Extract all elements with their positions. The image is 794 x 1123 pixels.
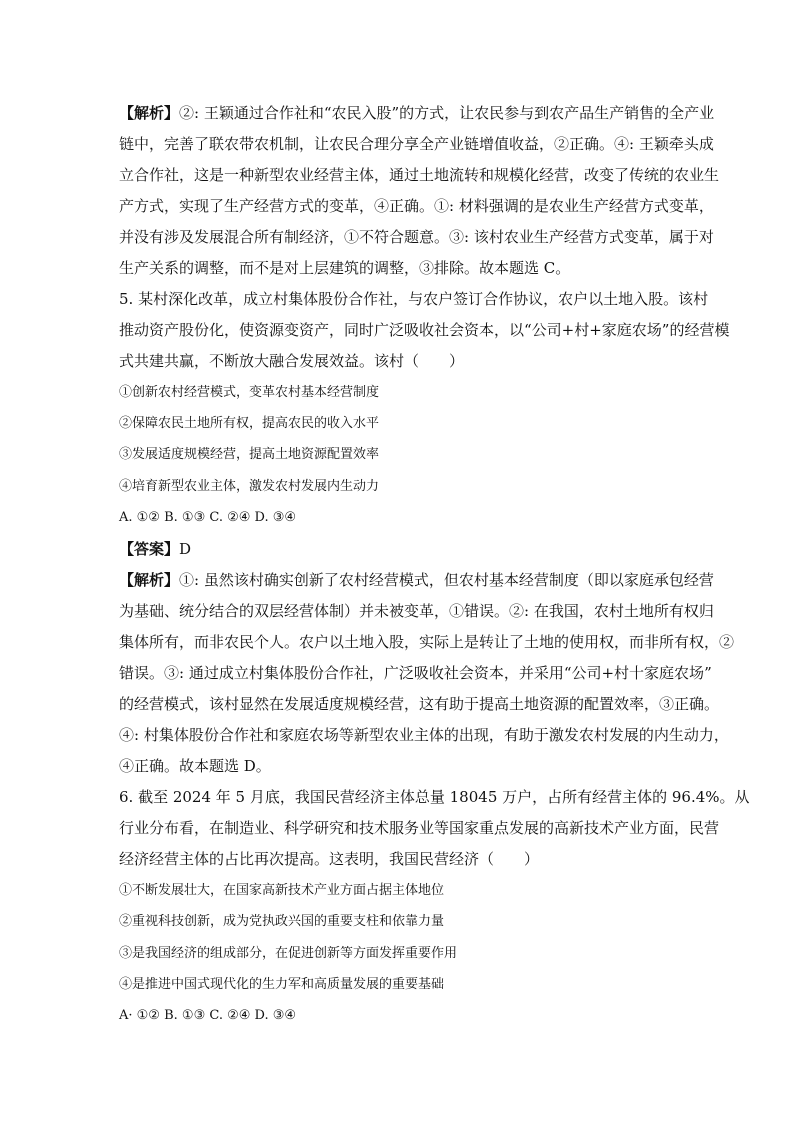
question-stem-line: 行业分布看，在制造业、科学研究和技术服务业等国家重点发展的高新技术产业方面，民营 [119,819,720,837]
analysis-line: 的经营模式，该村显然在发展适度规模经营，这有助于提高土地资源的配置效率，③正确。 [119,695,720,713]
question-stem-line: 经济经营主体的占比再次提高。这表明，我国民营经济（ ） [119,850,540,868]
question-5-answer [119,534,681,565]
question-stem-line: 6. 截至 2024 年 5 月底，我国民营经济主体总量 18045 万户，占所有经营主体的 96.4%。从 [119,788,750,806]
analysis-q4-line: 并没有涉及发展混合所有制经济，①不符合题意。③: 该村农业生产经营方式变革，属于对 [119,228,714,246]
analysis-q4-line: 产方式，实现了生产经营方式的变革，④正确。①: 材料强调的是农业生产经营方式变革， [119,197,714,215]
question-stem-line: 式共建共赢，不断放大融合发展效益。该村（ ） [119,352,465,370]
analysis-q4-text: ②: 王颖通过合作社和“农民入股”的方式，让农民参与到农产品生产销售的全产业 [179,104,715,122]
question-6-stem [119,782,750,875]
question-5-option-2: ②保障农民土地所有权，提高农民的收入水平 [119,416,380,431]
question-5-option-4: ④培育新型农业主体，激发农村发展内生动力 [119,479,380,494]
analysis-label: 【解析】 [119,104,180,122]
analysis-line: 集体所有，而非农民个人。农户以土地入股，实际上是转让了土地的使用权，而非所有权，② [119,633,735,651]
question-6-choices: A· ①② B. ①③ C. ②④ D. ③④ [119,1008,297,1023]
question-6-option-4: ④是推进中国式现代化的生力军和高质量发展的重要基础 [119,977,445,992]
question-6-option-2: ②重视科技创新，成为党执政兴国的重要支柱和依靠力量 [119,914,445,929]
question-5-stem [119,284,730,377]
analysis-line: 错误。③: 通过成立村集体股份合作社，广泛吸收社会资本，并采用“公司+村十家庭农场” [119,664,712,682]
question-6-option-3: ③是我国经济的组成部分，在促进创新等方面发挥重要作用 [119,946,458,961]
analysis-line: ④正确。故本题选 D。 [119,757,271,775]
analysis-q4-line [119,98,715,129]
analysis-label: 【解析】 [119,571,180,589]
question-5-choices: A. ①② B. ①③ C. ②④ D. ③④ [119,510,297,525]
question-6-option-1: ①不断发展壮大，在国家高新技术产业方面占据主体地位 [119,883,445,898]
analysis-q4 [119,98,720,284]
analysis-line: ④: 村集体股份合作社和家庭农场等新型农业主体的出现，有助于激发农村发展的内生动力， [119,726,729,744]
answer-value: D [179,540,192,558]
analysis-q4-line: 生产关系的调整，而不是对上层建筑的调整，③排除。故本题选 C。 [119,259,571,277]
analysis-q4-line: 立合作社，这是一种新型农业经营主体，通过土地流转和规模化经营，改变了传统的农业生 [119,166,720,184]
analysis-line [119,565,714,596]
question-stem-line: 推动资产股份化，使资源变资产，同时广泛吸收社会资本，以“公司+村+家庭农场”的经营模 [119,321,730,339]
analysis-text: ①: 虽然该村确实创新了农村经营模式，但农村基本经营制度（即以家庭承包经营 [179,571,714,589]
answer-label: 【答案】 [119,540,180,558]
question-5-option-3: ③发展适度规模经营，提高土地资源配置效率 [119,447,380,462]
analysis-q4-line: 链中，完善了联农带农机制，让农民合理分享全产业链增值收益，②正确。④: 王颖牵头成 [119,135,714,153]
question-5-analysis [119,565,735,782]
analysis-line: 为基础、统分结合的双层经营体制）并未被变革，①错误。②: 在我国，农村土地所有权归 [119,602,714,620]
question-5-option-1: ①创新农村经营模式，变革农村基本经营制度 [119,385,380,400]
question-stem-line: 5. 某村深化改革，成立村集体股份合作社，与农户签订合作协议，农户以土地入股。该村 [119,290,709,308]
